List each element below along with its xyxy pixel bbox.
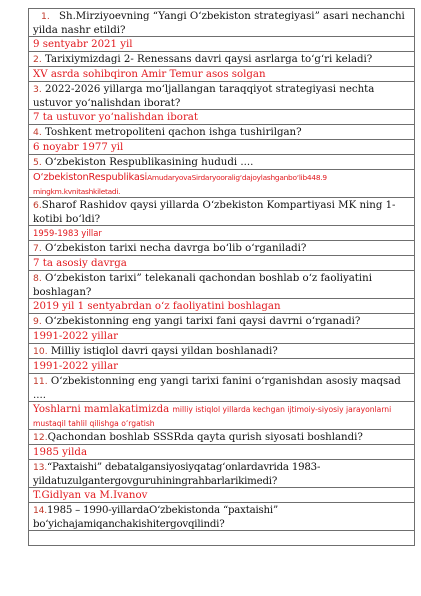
question-number: 11. (33, 376, 48, 387)
question-text: Milliy istiqlol davri qaysi yildan boshlanadi? (50, 346, 278, 357)
question-text: Toshkent metropoliteni qachon ishga tushirilgan? (45, 127, 302, 138)
question-number: 9. (33, 316, 42, 327)
question-text: 2022-2026 yillarga mo‘ljallangan taraqqiyot strategiyasi nechta ustuvor yo‘nalishdan iborat? (33, 84, 375, 109)
question-text: O‘zbekistonning eng yangi tarixi fani qaysi davrni o‘rganadi? (45, 316, 361, 327)
answer-row (29, 140, 415, 155)
answer-row (29, 402, 415, 430)
answer-text: 7 ta ustuvor yo‘nalishdan iborat (33, 112, 198, 123)
answer-row (29, 37, 415, 52)
question-number: 10. (33, 346, 48, 357)
question-number: 4. (33, 127, 42, 138)
answer-text: 7 ta asosiy davrga (33, 258, 127, 269)
question-row (29, 241, 415, 256)
question-row (29, 155, 415, 170)
question-text: O‘zbekiston tarixi necha davrga bo‘lib o‘rganiladi? (45, 243, 307, 254)
question-number: 5. (33, 157, 42, 168)
question-number: 7. (33, 243, 42, 254)
question-row (29, 374, 415, 402)
answer-row (29, 256, 415, 271)
question-row (29, 125, 415, 140)
question-text: “Paxtaishi” debatalgansiyosiyqatag‘onlardavrida 1983-yildatuzulgantergovguruhiningrahbarlarikimedi? (33, 462, 321, 487)
answer-text-part1: O‘zbekistonRespublikasi (33, 172, 148, 183)
answer-text: 1991-2022 yillar (33, 361, 119, 372)
question-text: O‘zbekistonning eng yangi tarixi fanini o‘rganishdan asosiy maqsad .... (33, 376, 401, 401)
question-number: 2. (33, 54, 42, 65)
answer-text-part2: AmudaryovaSirdaryooralig‘dajoylashganbo‘lib448.9 mingkm.kvnitashkiletadi. (33, 173, 327, 196)
question-text: Tarixiymizdagi 2- Renessans davri qaysi asrlarga to‘g‘ri keladi? (45, 54, 373, 65)
question-number: 3. (33, 84, 42, 95)
answer-text: 2019 yil 1 sentyabrdan o‘z faoliyatini boshlagan (33, 301, 281, 312)
question-row (29, 503, 415, 531)
answer-text-part1: Yoshlarni mamlakatimizda (33, 404, 170, 415)
question-row (29, 52, 415, 67)
question-number: 6. (33, 200, 42, 211)
answer-row (29, 445, 415, 460)
answer-row (29, 531, 415, 546)
question-row (29, 198, 415, 226)
question-text: O‘zbekiston tarixi” telekanali qachondan boshlab o‘z faoliyatini boshlagan? (33, 273, 372, 298)
answer-text: 1991-2022 yillar (33, 331, 119, 342)
answer-text: 6 noyabr 1977 yil (33, 142, 124, 153)
question-number: 14. (33, 505, 48, 516)
question-text: Sh.Mirziyoevning “Yangi O‘zbekiston strategiyasi” asari nechanchi yilda nashr etildi? (33, 11, 405, 36)
question-text: O‘zbekiston Respublikasining hududi .... (45, 157, 254, 168)
question-row (29, 271, 415, 299)
answer-row (29, 67, 415, 82)
qa-table (28, 8, 415, 546)
question-text: Qachondan boshlab SSSRda qayta qurish siyosati boshlandi? (47, 432, 363, 443)
answer-row (29, 329, 415, 344)
question-number: 12. (33, 432, 48, 443)
question-number: 13. (33, 462, 48, 473)
answer-text: XV asrda sohibqiron Amir Temur asos solgan (33, 69, 266, 80)
question-row (29, 344, 415, 359)
question-row (29, 314, 415, 329)
answer-row (29, 170, 415, 198)
answer-text: T.Gidlyan va M.Ivanov (33, 490, 148, 501)
answer-row (29, 226, 415, 241)
question-text: Sharof Rashidov qaysi yillarda O‘zbekiston Kompartiyasi MK ning 1-kotibi bo‘ldi? (33, 200, 396, 225)
answer-row (29, 110, 415, 125)
answer-text: 1959-1983 yillar (33, 228, 102, 238)
answer-row (29, 359, 415, 374)
question-row (29, 460, 415, 488)
question-text: 1985 – 1990-yillardaO‘zbekistonda “paxtaishi” bo‘yichajamiqanchakishitergovqilindi? (33, 505, 278, 530)
question-row (29, 82, 415, 110)
answer-text-part2: milliy istiqlol yillarda kechgan ijtimoiy-siyosiy jarayonlarni mustaqil tahlil qilishga o‘rgatish (33, 405, 392, 428)
question-row (29, 9, 415, 37)
answer-row (29, 299, 415, 314)
answer-row (29, 488, 415, 503)
question-number: 1. (41, 11, 50, 22)
question-row (29, 430, 415, 445)
answer-text: 9 sentyabr 2021 yil (33, 39, 133, 50)
answer-text: 1985 yilda (33, 447, 88, 458)
question-number: 8. (33, 273, 42, 284)
